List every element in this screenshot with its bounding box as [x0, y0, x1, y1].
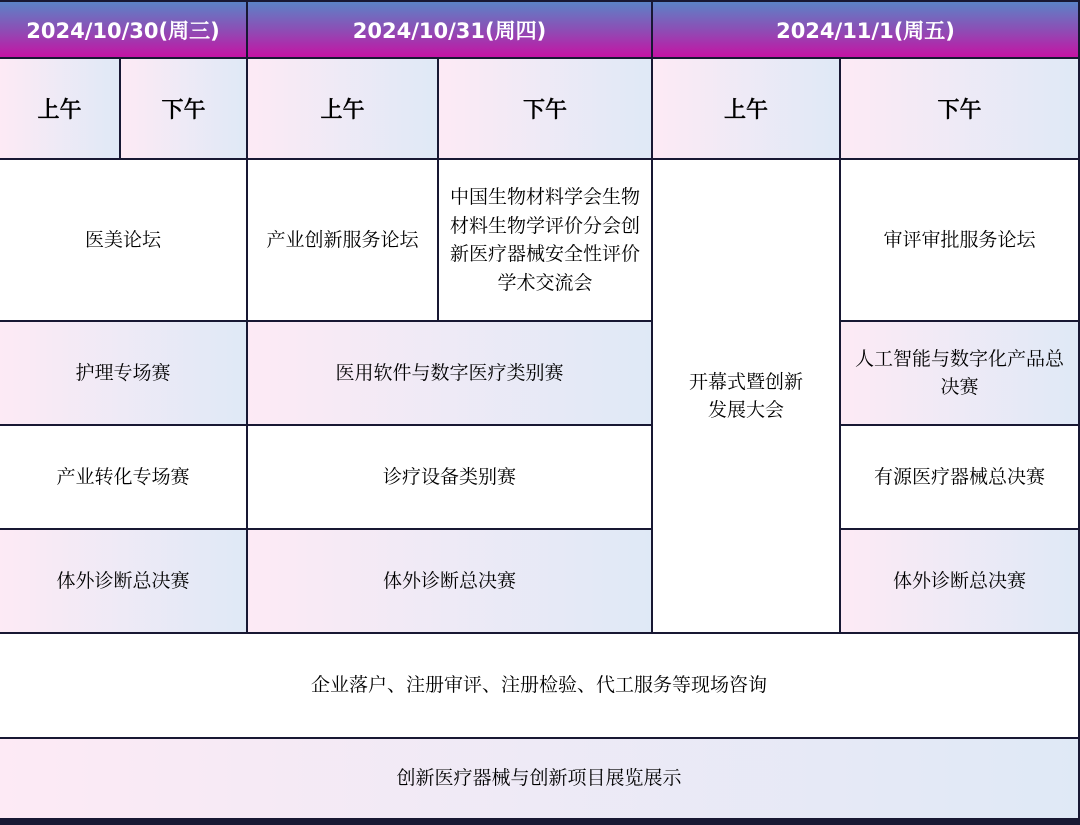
- subheader-day2-afternoon: 下午: [439, 59, 651, 158]
- cell-industry-innovation-service-forum: 产业创新服务论坛: [248, 160, 437, 320]
- date-header-day1: 2024/10/30(周三): [0, 2, 246, 57]
- subheader-day2-morning: 上午: [248, 59, 437, 158]
- subheader-day3-afternoon: 下午: [841, 59, 1078, 158]
- subheader-day1-morning: 上午: [0, 59, 119, 158]
- cell-diagnostic-equipment-contest: 诊疗设备类别赛: [248, 426, 651, 528]
- cell-biomaterials-society-symposium: 中国生物材料学会生物材料生物学评价分会创新医疗器械安全性评价学术交流会: [439, 160, 651, 320]
- cell-onsite-consultation-services: 企业落户、注册审评、注册检验、代工服务等现场咨询: [0, 634, 1078, 737]
- date-header-day3: 2024/11/1(周五): [653, 2, 1078, 57]
- subheader-day3-morning: 上午: [653, 59, 839, 158]
- cell-ai-digital-product-finals: 人工智能与数字化产品总决赛: [841, 322, 1078, 424]
- subheader-day1-afternoon: 下午: [121, 59, 246, 158]
- cell-ivd-finals-day3: 体外诊断总决赛: [841, 530, 1078, 632]
- cell-opening-ceremony-conference: 开幕式暨创新发展大会: [653, 160, 839, 632]
- cell-nursing-special-contest: 护理专场赛: [0, 322, 246, 424]
- cell-industry-transformation-contest: 产业转化专场赛: [0, 426, 246, 528]
- cell-review-approval-service-forum: 审评审批服务论坛: [841, 160, 1078, 320]
- cell-medical-aesthetics-forum: 医美论坛: [0, 160, 246, 320]
- cell-medical-software-digital-contest: 医用软件与数字医疗类别赛: [248, 322, 651, 424]
- cell-innovation-exhibition: 创新医疗器械与创新项目展览展示: [0, 739, 1078, 818]
- cell-ivd-finals-day2: 体外诊断总决赛: [248, 530, 651, 632]
- cell-ivd-finals-day1: 体外诊断总决赛: [0, 530, 246, 632]
- cell-active-medical-device-finals: 有源医疗器械总决赛: [841, 426, 1078, 528]
- date-header-day2: 2024/10/31(周四): [248, 2, 651, 57]
